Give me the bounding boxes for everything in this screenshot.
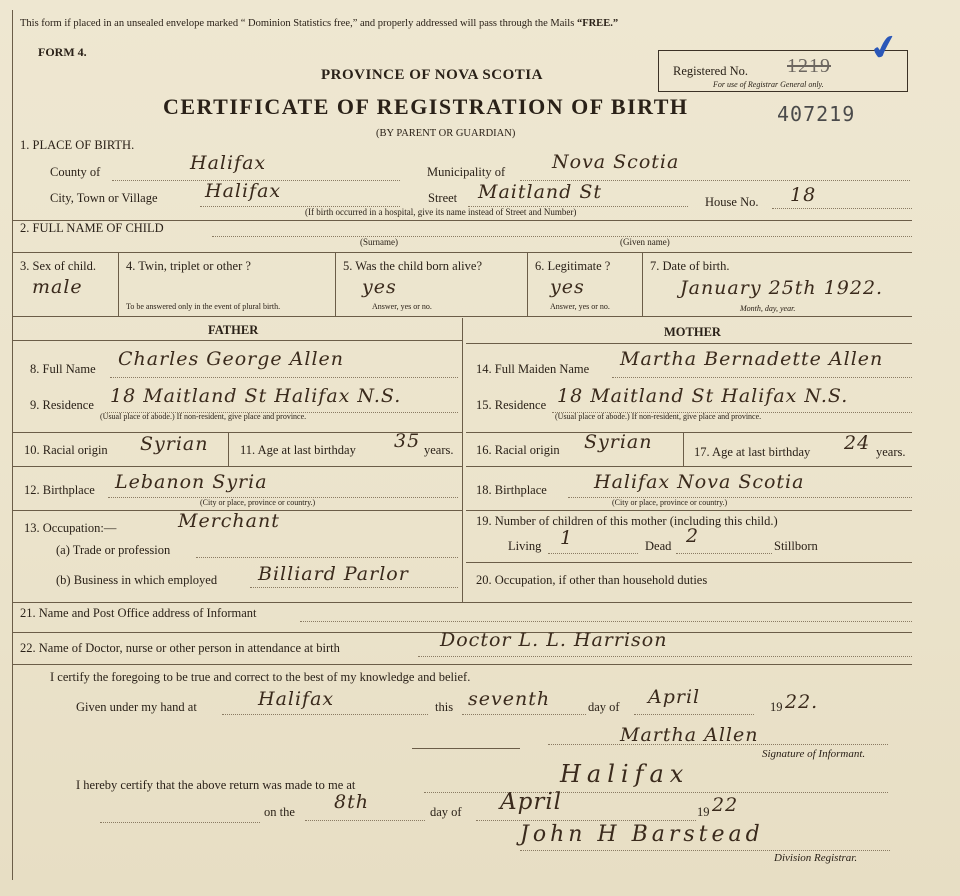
- birth-date-label: 7. Date of birth.: [650, 259, 730, 273]
- child-name-label: 2. FULL NAME OF CHILD: [20, 221, 164, 235]
- mother-dead-value: 2: [686, 525, 700, 547]
- given-year-value: 22.: [785, 691, 819, 713]
- mother-children-label: 19. Number of children of this mother (including this child.): [476, 514, 778, 528]
- registered-value: 1219: [787, 55, 831, 77]
- house-line: [772, 208, 912, 209]
- street-note: (If birth occurred in a hospital, give its name instead of Street and Number): [305, 207, 577, 217]
- father-residence-label: 9. Residence: [30, 398, 94, 412]
- given-this-label: this: [435, 700, 454, 714]
- mother-heading-rule: [466, 343, 912, 344]
- col-div-d: [642, 252, 643, 316]
- mother-dead-line: [676, 553, 772, 554]
- street-value: Maitland St: [478, 181, 602, 203]
- legit-label: 6. Legitimate ?: [535, 259, 611, 273]
- registered-note: For use of Registrar General only.: [713, 80, 824, 89]
- mother-age-label: 17. Age at last birthday: [694, 445, 811, 459]
- registrar-month-value: April: [500, 789, 563, 815]
- alive-value: yes: [362, 276, 397, 298]
- city-value: Halifax: [205, 180, 282, 202]
- doctor-value: Doctor L. L. Harrison: [440, 629, 668, 651]
- father-birthplace-note: (City or place, province or country.): [200, 498, 316, 507]
- county-label: County of: [50, 165, 101, 179]
- informant-signature-label: Signature of Informant.: [762, 748, 866, 760]
- mother-residence-note: (Usual place of abode.) If non-resident, give place and province.: [555, 412, 762, 421]
- father-occupation-value: Merchant: [178, 510, 280, 532]
- father-birthplace-value: Lebanon Syria: [115, 471, 268, 493]
- father-occupation-label: 13. Occupation:—: [24, 521, 117, 535]
- certificate-title: CERTIFICATE OF REGISTRATION OF BIRTH: [163, 94, 689, 119]
- mother-birthplace-note: (City or place, province or country.): [612, 498, 728, 507]
- registrar-day-of-label: day of: [430, 805, 462, 819]
- mother-racial-value: Syrian: [584, 431, 653, 453]
- stamped-number: 407219: [777, 102, 856, 126]
- given-month-line: [634, 714, 754, 715]
- informant-label: 21. Name and Post Office address of Informant: [20, 606, 257, 620]
- mother-residence-label: 15. Residence: [476, 398, 547, 412]
- father-business-value: Billiard Parlor: [258, 563, 409, 585]
- father-racial-value: Syrian: [140, 433, 209, 455]
- mother-row-rule-2: [466, 466, 912, 467]
- mother-living-value: 1: [560, 527, 574, 549]
- registrar-year-prefix: 19: [697, 805, 710, 819]
- parents-divider: [462, 318, 463, 602]
- registrar-place-line: [424, 792, 888, 793]
- given-name-caption: (Given name): [620, 237, 670, 247]
- mother-row-rule-3: [466, 510, 912, 511]
- sex-value: male: [32, 276, 83, 298]
- mother-racial-label: 16. Racial origin: [476, 443, 560, 457]
- father-racial-label: 10. Racial origin: [24, 443, 108, 457]
- municipality-label: Municipality of: [427, 165, 506, 179]
- birth-date-note: Month, day, year.: [740, 304, 796, 313]
- registrar-pre-line: [100, 822, 260, 823]
- doctor-line: [418, 656, 912, 657]
- registrar-title: Division Registrar.: [774, 852, 858, 864]
- father-trade-line: [196, 557, 458, 558]
- informant-signature-line: [548, 744, 888, 745]
- mother-name-line: [612, 377, 912, 378]
- registrar-signature: John H Barstead: [520, 822, 764, 847]
- father-age-value: 35: [394, 430, 421, 452]
- city-label: City, Town or Village: [50, 191, 158, 205]
- given-year-prefix: 19: [770, 700, 783, 714]
- mailing-notice-free: “FREE.”: [576, 18, 619, 29]
- mother-occupation-label: 20. Occupation, if other than household duties: [476, 573, 708, 587]
- registrar-day-value: 8th: [334, 791, 369, 813]
- left-border: [12, 10, 13, 880]
- given-place-line: [222, 714, 428, 715]
- legit-value: yes: [550, 276, 585, 298]
- twin-label: 4. Twin, triplet or other ?: [126, 259, 251, 273]
- divider-3: [12, 316, 912, 317]
- given-month-value: April: [648, 686, 701, 708]
- check-mark-icon: ✔: [866, 27, 903, 70]
- father-name-line: [110, 377, 458, 378]
- mother-age-divider: [683, 432, 684, 466]
- informant-signature: Martha Allen: [620, 724, 759, 746]
- father-heading: FATHER: [208, 323, 259, 337]
- mother-living-line: [548, 553, 638, 554]
- mother-birthplace-label: 18. Birthplace: [476, 483, 547, 497]
- mother-residence-value: 18 Maitland St Halifax N.S.: [557, 385, 849, 407]
- given-place-value: Halifax: [258, 688, 335, 710]
- street-label: Street: [428, 191, 458, 205]
- county-value: Halifax: [190, 152, 267, 174]
- registered-label: Registered No.: [673, 64, 748, 78]
- mother-age-value: 24: [844, 432, 871, 454]
- registrar-place-value: Halifax: [560, 760, 690, 788]
- father-trade-label: (a) Trade or profession: [56, 543, 171, 557]
- divider-6: [12, 664, 912, 665]
- father-residence-value: 18 Maitland St Halifax N.S.: [110, 385, 402, 407]
- informant-line: [300, 621, 912, 622]
- given-day-value: seventh: [468, 688, 551, 710]
- father-residence-note: (Usual place of abode.) If non-resident, give place and province.: [100, 412, 307, 421]
- registrar-month-line: [476, 820, 696, 821]
- mailing-notice: [20, 18, 618, 29]
- father-row-rule-2: [12, 466, 462, 467]
- father-age-divider: [228, 432, 229, 466]
- sex-label: 3. Sex of child.: [20, 259, 97, 273]
- mother-living-label: Living: [508, 539, 542, 553]
- mailing-notice-text: This form if placed in an unsealed envelope marked “ Dominion Statistics free,” and properly addressed will pass through the Mails: [20, 18, 575, 29]
- father-heading-rule: [12, 340, 462, 341]
- mother-dead-label: Dead: [645, 539, 672, 553]
- father-age-label: 11. Age at last birthday: [240, 443, 356, 457]
- alive-label: 5. Was the child born alive?: [343, 259, 483, 273]
- divider-2: [12, 252, 912, 253]
- col-div-a: [118, 252, 119, 316]
- col-div-c: [527, 252, 528, 316]
- mother-row-rule-4: [466, 562, 912, 563]
- divider-4: [12, 602, 912, 603]
- father-name-value: Charles George Allen: [118, 348, 345, 370]
- mother-birthplace-value: Halifax Nova Scotia: [594, 471, 805, 493]
- mother-name-value: Martha Bernadette Allen: [620, 348, 884, 370]
- given-label: Given under my hand at: [76, 700, 197, 714]
- given-day-of-label: day of: [588, 700, 620, 714]
- mother-stillborn-label: Stillborn: [774, 539, 818, 553]
- birth-date-value: January 25th 1922.: [680, 277, 884, 299]
- child-name-line: [212, 236, 912, 237]
- mother-heading: MOTHER: [664, 325, 721, 339]
- form-number: FORM 4.: [38, 45, 87, 59]
- col-div-b: [335, 252, 336, 316]
- registrar-year-value: 22: [712, 794, 739, 816]
- given-day-line: [462, 714, 586, 715]
- father-business-line: [250, 587, 458, 588]
- mother-age-suffix: years.: [876, 445, 906, 459]
- house-label: House No.: [705, 195, 759, 209]
- house-value: 18: [790, 184, 817, 206]
- certify-statement: I certify the foregoing to be true and correct to the best of my knowledge and belief.: [50, 670, 471, 684]
- certificate-subtitle: (BY PARENT OR GUARDIAN): [376, 128, 516, 139]
- municipality-value: Nova Scotia: [552, 151, 680, 173]
- registrar-on-the-label: on the: [264, 805, 295, 819]
- registrar-day-line: [305, 820, 425, 821]
- seal-line: [412, 748, 520, 749]
- place-of-birth-label: 1. PLACE OF BIRTH.: [20, 138, 135, 152]
- province-title: PROVINCE OF NOVA SCOTIA: [321, 67, 543, 83]
- father-birthplace-label: 12. Birthplace: [24, 483, 95, 497]
- father-age-suffix: years.: [424, 443, 454, 457]
- father-business-label: (b) Business in which employed: [56, 573, 218, 587]
- twin-note: To be answered only in the event of plural birth.: [126, 302, 281, 311]
- legit-note: Answer, yes or no.: [550, 302, 610, 311]
- mother-name-label: 14. Full Maiden Name: [476, 362, 590, 376]
- registrar-statement: I hereby certify that the above return was made to me at: [76, 778, 356, 792]
- doctor-label: 22. Name of Doctor, nurse or other person in attendance at birth: [20, 641, 340, 655]
- alive-note: Answer, yes or no.: [372, 302, 432, 311]
- surname-caption: (Surname): [360, 237, 398, 247]
- registrar-signature-line: [520, 850, 890, 851]
- father-name-label: 8. Full Name: [30, 362, 96, 376]
